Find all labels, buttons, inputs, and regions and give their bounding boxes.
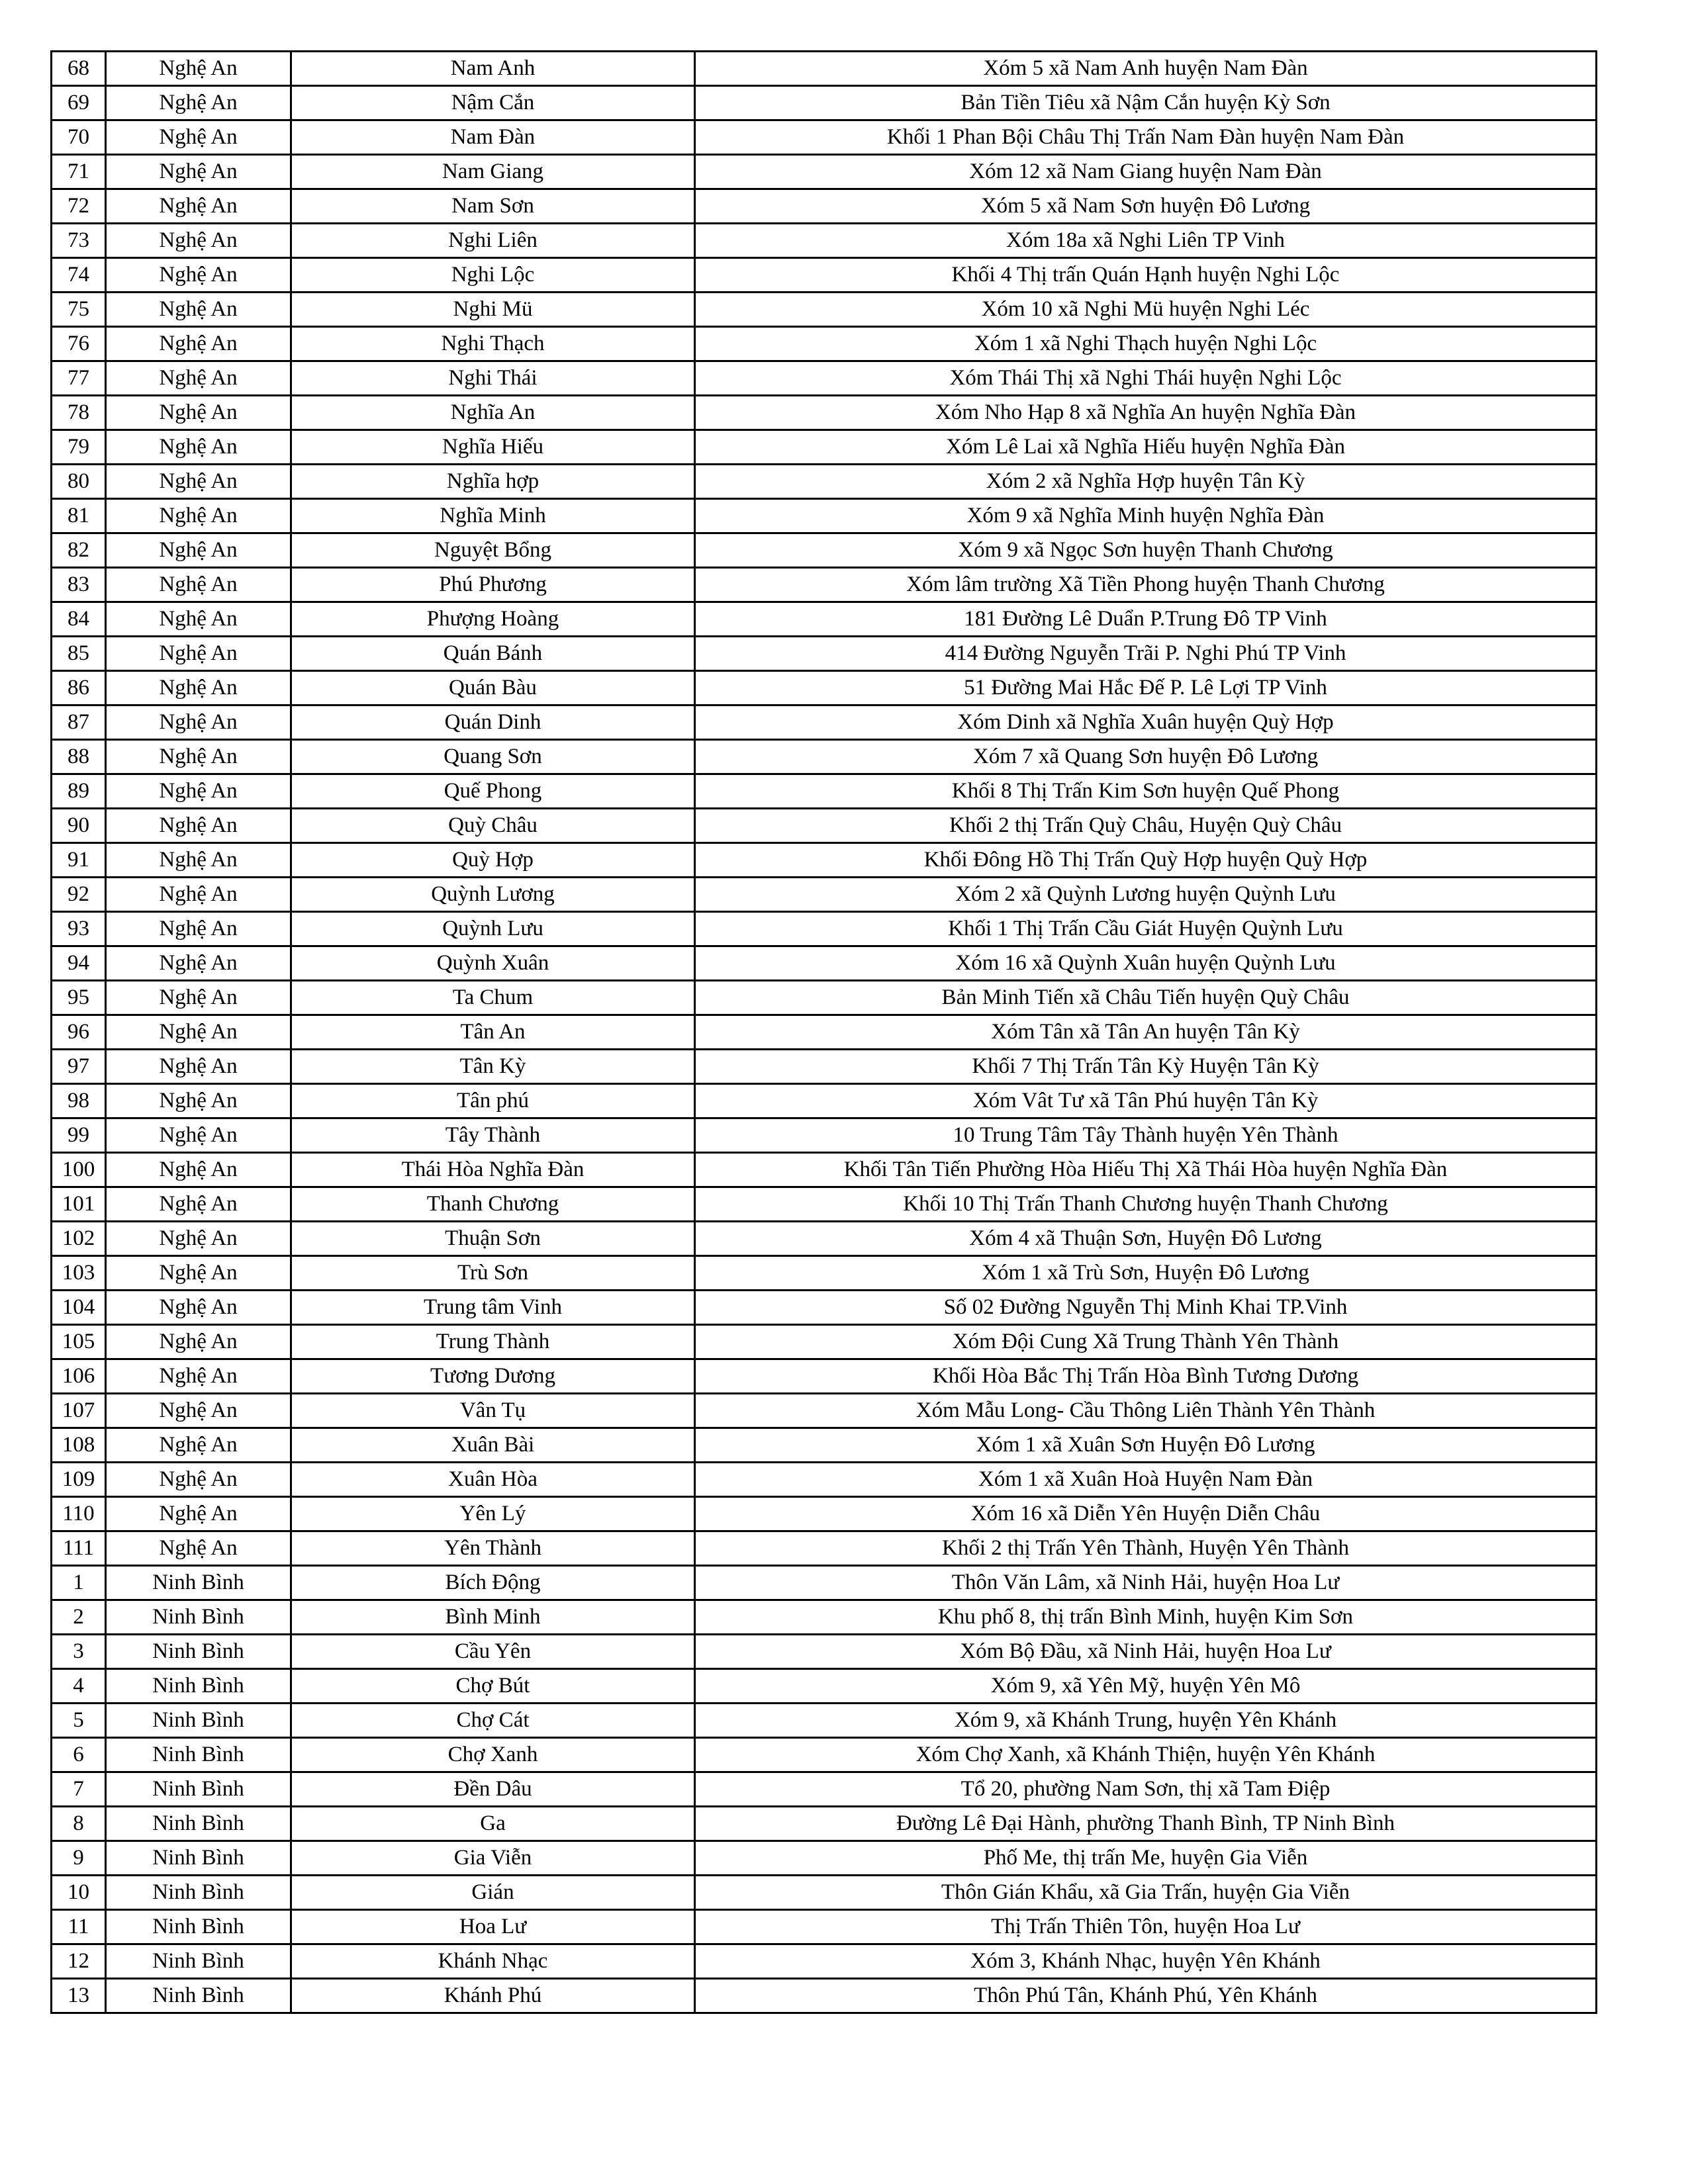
- table-row: [52, 1531, 1597, 1566]
- office-name-cell: Nghĩa Hiếu: [291, 430, 695, 465]
- table-row: [52, 1566, 1597, 1600]
- table-row: [52, 740, 1597, 774]
- table-row: [52, 1738, 1597, 1772]
- row-number-cell: 90: [52, 809, 106, 843]
- address-cell: Xóm 1 xã Nghi Thạch huyện Nghi Lộc: [695, 327, 1597, 361]
- province-cell: Nghệ An: [106, 1187, 291, 1222]
- table-row: [52, 430, 1597, 465]
- province-cell: Nghệ An: [106, 189, 291, 224]
- office-name-cell: Ta Chum: [291, 981, 695, 1015]
- province-cell: Ninh Bình: [106, 1635, 291, 1669]
- address-cell: Phố Me, thị trấn Me, huyện Gia Viễn: [695, 1841, 1597, 1876]
- row-number-cell: 92: [52, 878, 106, 912]
- row-number-cell: 82: [52, 533, 106, 568]
- table-row: [52, 1256, 1597, 1291]
- office-name-cell: Nghi Liên: [291, 224, 695, 258]
- office-name-cell: Xuân Hòa: [291, 1463, 695, 1497]
- office-name-cell: Nguyệt Bổng: [291, 533, 695, 568]
- address-cell: Xóm Bộ Đầu, xã Ninh Hải, huyện Hoa Lư: [695, 1635, 1597, 1669]
- address-cell: Xóm 9, xã Yên Mỹ, huyện Yên Mô: [695, 1669, 1597, 1704]
- row-number-cell: 69: [52, 86, 106, 120]
- table-row: [52, 981, 1597, 1015]
- office-name-cell: Khánh Nhạc: [291, 1944, 695, 1979]
- row-number-cell: 93: [52, 912, 106, 946]
- row-number-cell: 4: [52, 1669, 106, 1704]
- row-number-cell: 86: [52, 671, 106, 705]
- address-cell: Xóm Tân xã Tân An huyện Tân Kỳ: [695, 1015, 1597, 1050]
- row-number-cell: 13: [52, 1979, 106, 2013]
- office-name-cell: Chợ Bút: [291, 1669, 695, 1704]
- province-cell: Nghệ An: [106, 1015, 291, 1050]
- province-cell: Ninh Bình: [106, 1669, 291, 1704]
- table-row: [52, 878, 1597, 912]
- address-cell: Bản Minh Tiến xã Châu Tiến huyện Quỳ Châu: [695, 981, 1597, 1015]
- office-name-cell: Nghi Lộc: [291, 258, 695, 293]
- office-name-cell: Tương Dương: [291, 1359, 695, 1394]
- province-cell: Nghệ An: [106, 1256, 291, 1291]
- address-cell: 51 Đường Mai Hắc Đế P. Lê Lợi TP Vinh: [695, 671, 1597, 705]
- table-row: [52, 637, 1597, 671]
- province-cell: Ninh Bình: [106, 1944, 291, 1979]
- office-name-cell: Quán Bàu: [291, 671, 695, 705]
- office-name-cell: Nam Sơn: [291, 189, 695, 224]
- address-cell: Xóm 18a xã Nghi Liên TP Vinh: [695, 224, 1597, 258]
- table-row: [52, 1841, 1597, 1876]
- province-cell: Ninh Bình: [106, 1600, 291, 1635]
- office-name-cell: Vân Tụ: [291, 1394, 695, 1428]
- address-cell: Tổ 20, phường Nam Sơn, thị xã Tam Điệp: [695, 1772, 1597, 1807]
- address-cell: Khối Đông Hồ Thị Trấn Quỳ Hợp huyện Quỳ Hợp: [695, 843, 1597, 878]
- row-number-cell: 108: [52, 1428, 106, 1463]
- province-cell: Nghệ An: [106, 396, 291, 430]
- address-cell: Bản Tiền Tiêu xã Nậm Cắn huyện Kỳ Sơn: [695, 86, 1597, 120]
- office-name-cell: Nam Giang: [291, 155, 695, 189]
- address-cell: Khối 7 Thị Trấn Tân Kỳ Huyện Tân Kỳ: [695, 1050, 1597, 1084]
- province-cell: Nghệ An: [106, 809, 291, 843]
- office-name-cell: Thái Hòa Nghĩa Đàn: [291, 1153, 695, 1187]
- row-number-cell: 97: [52, 1050, 106, 1084]
- office-name-cell: Nghi Thạch: [291, 327, 695, 361]
- table-row: [52, 1463, 1597, 1497]
- row-number-cell: 8: [52, 1807, 106, 1841]
- address-cell: Khối 10 Thị Trấn Thanh Chương huyện Thanh Chương: [695, 1187, 1597, 1222]
- office-name-cell: Nghi Thái: [291, 361, 695, 396]
- row-number-cell: 76: [52, 327, 106, 361]
- table-row: [52, 671, 1597, 705]
- province-cell: Nghệ An: [106, 327, 291, 361]
- address-cell: Xóm 16 xã Diễn Yên Huyện Diễn Châu: [695, 1497, 1597, 1531]
- table-row: [52, 1153, 1597, 1187]
- office-name-cell: Trung tâm Vinh: [291, 1291, 695, 1325]
- office-name-cell: Xuân Bài: [291, 1428, 695, 1463]
- office-name-cell: Khánh Phú: [291, 1979, 695, 2013]
- address-cell: Thôn Gián Khẩu, xã Gia Trấn, huyện Gia Viễn: [695, 1876, 1597, 1910]
- office-name-cell: Nghĩa Minh: [291, 499, 695, 533]
- row-number-cell: 79: [52, 430, 106, 465]
- office-name-cell: Gia Viễn: [291, 1841, 695, 1876]
- table-row: [52, 1635, 1597, 1669]
- address-cell: 10 Trung Tâm Tây Thành huyện Yên Thành: [695, 1118, 1597, 1153]
- province-cell: Nghệ An: [106, 1153, 291, 1187]
- row-number-cell: 72: [52, 189, 106, 224]
- row-number-cell: 107: [52, 1394, 106, 1428]
- office-name-cell: Phú Phương: [291, 568, 695, 602]
- table-row: [52, 912, 1597, 946]
- table-row: [52, 809, 1597, 843]
- address-cell: Xóm 4 xã Thuận Sơn, Huyện Đô Lương: [695, 1222, 1597, 1256]
- row-number-cell: 2: [52, 1600, 106, 1635]
- table-row: [52, 533, 1597, 568]
- row-number-cell: 104: [52, 1291, 106, 1325]
- table-row: [52, 465, 1597, 499]
- row-number-cell: 10: [52, 1876, 106, 1910]
- table-row: [52, 189, 1597, 224]
- address-cell: 414 Đường Nguyễn Trãi P. Nghi Phú TP Vinh: [695, 637, 1597, 671]
- address-cell: Xóm 2 xã Nghĩa Hợp huyện Tân Kỳ: [695, 465, 1597, 499]
- address-cell: Xóm 1 xã Xuân Sơn Huyện Đô Lương: [695, 1428, 1597, 1463]
- province-cell: Nghệ An: [106, 1531, 291, 1566]
- table-row: [52, 396, 1597, 430]
- address-cell: Xóm Chợ Xanh, xã Khánh Thiện, huyện Yên Khánh: [695, 1738, 1597, 1772]
- table-row: [52, 258, 1597, 293]
- province-cell: Nghệ An: [106, 705, 291, 740]
- row-number-cell: 81: [52, 499, 106, 533]
- table-row: [52, 361, 1597, 396]
- row-number-cell: 11: [52, 1910, 106, 1944]
- table-row: [52, 1015, 1597, 1050]
- office-name-cell: Thanh Chương: [291, 1187, 695, 1222]
- province-cell: Nghệ An: [106, 740, 291, 774]
- table-row: [52, 1807, 1597, 1841]
- address-cell: 181 Đường Lê Duẩn P.Trung Đô TP Vinh: [695, 602, 1597, 637]
- address-cell: Xóm 2 xã Quỳnh Lương huyện Quỳnh Lưu: [695, 878, 1597, 912]
- row-number-cell: 102: [52, 1222, 106, 1256]
- province-cell: Nghệ An: [106, 533, 291, 568]
- province-cell: Nghệ An: [106, 1359, 291, 1394]
- province-cell: Ninh Bình: [106, 1979, 291, 2013]
- province-cell: Nghệ An: [106, 499, 291, 533]
- province-cell: Ninh Bình: [106, 1807, 291, 1841]
- post-office-table: [50, 50, 1597, 2014]
- row-number-cell: 5: [52, 1704, 106, 1738]
- province-cell: Nghệ An: [106, 52, 291, 86]
- province-cell: Nghệ An: [106, 86, 291, 120]
- row-number-cell: 99: [52, 1118, 106, 1153]
- table-row: [52, 499, 1597, 533]
- table-row: [52, 52, 1597, 86]
- province-cell: Nghệ An: [106, 912, 291, 946]
- address-cell: Xóm Nho Hạp 8 xã Nghĩa An huyện Nghĩa Đàn: [695, 396, 1597, 430]
- row-number-cell: 94: [52, 946, 106, 981]
- row-number-cell: 95: [52, 981, 106, 1015]
- row-number-cell: 96: [52, 1015, 106, 1050]
- row-number-cell: 70: [52, 120, 106, 155]
- address-cell: Xóm Thái Thị xã Nghi Thái huyện Nghi Lộc: [695, 361, 1597, 396]
- office-name-cell: Thuận Sơn: [291, 1222, 695, 1256]
- table-row: [52, 1084, 1597, 1118]
- office-name-cell: Gián: [291, 1876, 695, 1910]
- table-row: [52, 774, 1597, 809]
- address-cell: Khối 2 thị Trấn Yên Thành, Huyện Yên Thành: [695, 1531, 1597, 1566]
- address-cell: Khu phố 8, thị trấn Bình Minh, huyện Kim Sơn: [695, 1600, 1597, 1635]
- province-cell: Nghệ An: [106, 1084, 291, 1118]
- table-row: [52, 1669, 1597, 1704]
- row-number-cell: 89: [52, 774, 106, 809]
- office-name-cell: Quán Bánh: [291, 637, 695, 671]
- province-cell: Nghệ An: [106, 981, 291, 1015]
- address-cell: Xóm Dinh xã Nghĩa Xuân huyện Quỳ Hợp: [695, 705, 1597, 740]
- table-row: [52, 327, 1597, 361]
- document-page: [50, 50, 1595, 2014]
- office-name-cell: Quế Phong: [291, 774, 695, 809]
- table-row: [52, 155, 1597, 189]
- province-cell: Ninh Bình: [106, 1566, 291, 1600]
- row-number-cell: 78: [52, 396, 106, 430]
- province-cell: Ninh Bình: [106, 1772, 291, 1807]
- row-number-cell: 9: [52, 1841, 106, 1876]
- address-cell: Xóm Lê Lai xã Nghĩa Hiếu huyện Nghĩa Đàn: [695, 430, 1597, 465]
- office-name-cell: Bích Động: [291, 1566, 695, 1600]
- address-cell: Đường Lê Đại Hành, phường Thanh Bình, TP Ninh Bình: [695, 1807, 1597, 1841]
- province-cell: Nghệ An: [106, 361, 291, 396]
- province-cell: Ninh Bình: [106, 1910, 291, 1944]
- address-cell: Khối Hòa Bắc Thị Trấn Hòa Bình Tương Dương: [695, 1359, 1597, 1394]
- address-cell: Xóm Mẫu Long- Cầu Thông Liên Thành Yên Thành: [695, 1394, 1597, 1428]
- address-cell: Xóm 3, Khánh Nhạc, huyện Yên Khánh: [695, 1944, 1597, 1979]
- office-name-cell: Nam Anh: [291, 52, 695, 86]
- province-cell: Ninh Bình: [106, 1876, 291, 1910]
- table-row: [52, 293, 1597, 327]
- address-cell: Xóm 5 xã Nam Anh huyện Nam Đàn: [695, 52, 1597, 86]
- address-cell: Thôn Phú Tân, Khánh Phú, Yên Khánh: [695, 1979, 1597, 2013]
- office-name-cell: Chợ Xanh: [291, 1738, 695, 1772]
- address-cell: Xóm 9 xã Ngọc Sơn huyện Thanh Chương: [695, 533, 1597, 568]
- table-row: [52, 843, 1597, 878]
- address-cell: Xóm Đội Cung Xã Trung Thành Yên Thành: [695, 1325, 1597, 1359]
- office-name-cell: Quỳnh Xuân: [291, 946, 695, 981]
- province-cell: Nghệ An: [106, 1222, 291, 1256]
- table-row: [52, 1772, 1597, 1807]
- office-name-cell: Bình Minh: [291, 1600, 695, 1635]
- row-number-cell: 84: [52, 602, 106, 637]
- row-number-cell: 12: [52, 1944, 106, 1979]
- province-cell: Nghệ An: [106, 602, 291, 637]
- address-cell: Số 02 Đường Nguyễn Thị Minh Khai TP.Vinh: [695, 1291, 1597, 1325]
- province-cell: Nghệ An: [106, 430, 291, 465]
- row-number-cell: 7: [52, 1772, 106, 1807]
- province-cell: Nghệ An: [106, 1325, 291, 1359]
- address-cell: Xóm Vât Tư xã Tân Phú huyện Tân Kỳ: [695, 1084, 1597, 1118]
- row-number-cell: 110: [52, 1497, 106, 1531]
- row-number-cell: 101: [52, 1187, 106, 1222]
- row-number-cell: 73: [52, 224, 106, 258]
- office-name-cell: Quỳnh Lưu: [291, 912, 695, 946]
- address-cell: Xóm 9, xã Khánh Trung, huyện Yên Khánh: [695, 1704, 1597, 1738]
- table-row: [52, 224, 1597, 258]
- province-cell: Nghệ An: [106, 774, 291, 809]
- office-name-cell: Quỳ Châu: [291, 809, 695, 843]
- table-row: [52, 1222, 1597, 1256]
- row-number-cell: 1: [52, 1566, 106, 1600]
- address-cell: Thị Trấn Thiên Tôn, huyện Hoa Lư: [695, 1910, 1597, 1944]
- office-name-cell: Cầu Yên: [291, 1635, 695, 1669]
- address-cell: Xóm 12 xã Nam Giang huyện Nam Đàn: [695, 155, 1597, 189]
- row-number-cell: 87: [52, 705, 106, 740]
- address-cell: Khối 4 Thị trấn Quán Hạnh huyện Nghi Lộc: [695, 258, 1597, 293]
- province-cell: Ninh Bình: [106, 1841, 291, 1876]
- table-row: [52, 86, 1597, 120]
- office-name-cell: Chợ Cát: [291, 1704, 695, 1738]
- row-number-cell: 85: [52, 637, 106, 671]
- office-name-cell: Nam Đàn: [291, 120, 695, 155]
- address-cell: Khối 1 Thị Trấn Cầu Giát Huyện Quỳnh Lưu: [695, 912, 1597, 946]
- province-cell: Nghệ An: [106, 1050, 291, 1084]
- row-number-cell: 105: [52, 1325, 106, 1359]
- office-name-cell: Phượng Hoàng: [291, 602, 695, 637]
- row-number-cell: 100: [52, 1153, 106, 1187]
- province-cell: Nghệ An: [106, 155, 291, 189]
- address-cell: Xóm 16 xã Quỳnh Xuân huyện Quỳnh Lưu: [695, 946, 1597, 981]
- row-number-cell: 6: [52, 1738, 106, 1772]
- row-number-cell: 80: [52, 465, 106, 499]
- province-cell: Nghệ An: [106, 465, 291, 499]
- table-row: [52, 1910, 1597, 1944]
- province-cell: Nghệ An: [106, 568, 291, 602]
- office-name-cell: Hoa Lư: [291, 1910, 695, 1944]
- table-row: [52, 120, 1597, 155]
- office-name-cell: Yên Thành: [291, 1531, 695, 1566]
- address-cell: Xóm 1 xã Xuân Hoà Huyện Nam Đàn: [695, 1463, 1597, 1497]
- table-row: [52, 1497, 1597, 1531]
- address-cell: Xóm 9 xã Nghĩa Minh huyện Nghĩa Đàn: [695, 499, 1597, 533]
- row-number-cell: 91: [52, 843, 106, 878]
- province-cell: Nghệ An: [106, 1428, 291, 1463]
- office-name-cell: Nậm Cắn: [291, 86, 695, 120]
- province-cell: Nghệ An: [106, 1394, 291, 1428]
- table-row: [52, 1428, 1597, 1463]
- office-name-cell: Tân Kỳ: [291, 1050, 695, 1084]
- province-cell: Ninh Bình: [106, 1704, 291, 1738]
- row-number-cell: 98: [52, 1084, 106, 1118]
- office-name-cell: Trung Thành: [291, 1325, 695, 1359]
- office-name-cell: Tân phú: [291, 1084, 695, 1118]
- table-body: [52, 52, 1597, 2013]
- province-cell: Nghệ An: [106, 1463, 291, 1497]
- province-cell: Nghệ An: [106, 637, 291, 671]
- address-cell: Khối Tân Tiến Phường Hòa Hiếu Thị Xã Thái Hòa huyện Nghĩa Đàn: [695, 1153, 1597, 1187]
- table-row: [52, 1359, 1597, 1394]
- row-number-cell: 68: [52, 52, 106, 86]
- address-cell: Xóm lâm trường Xã Tiền Phong huyện Thanh Chương: [695, 568, 1597, 602]
- table-row: [52, 946, 1597, 981]
- office-name-cell: Tây Thành: [291, 1118, 695, 1153]
- province-cell: Nghệ An: [106, 293, 291, 327]
- table-row: [52, 1876, 1597, 1910]
- province-cell: Nghệ An: [106, 878, 291, 912]
- province-cell: Nghệ An: [106, 258, 291, 293]
- table-row: [52, 705, 1597, 740]
- address-cell: Khối 2 thị Trấn Quỳ Châu, Huyện Quỳ Châu: [695, 809, 1597, 843]
- table-row: [52, 1325, 1597, 1359]
- row-number-cell: 83: [52, 568, 106, 602]
- row-number-cell: 111: [52, 1531, 106, 1566]
- table-row: [52, 602, 1597, 637]
- office-name-cell: Quán Dinh: [291, 705, 695, 740]
- address-cell: Xóm 1 xã Trù Sơn, Huyện Đô Lương: [695, 1256, 1597, 1291]
- table-row: [52, 1291, 1597, 1325]
- table-row: [52, 1704, 1597, 1738]
- province-cell: Nghệ An: [106, 843, 291, 878]
- table-row: [52, 1600, 1597, 1635]
- province-cell: Nghệ An: [106, 1118, 291, 1153]
- office-name-cell: Nghĩa hợp: [291, 465, 695, 499]
- office-name-cell: Nghĩa An: [291, 396, 695, 430]
- row-number-cell: 3: [52, 1635, 106, 1669]
- province-cell: Nghệ An: [106, 1497, 291, 1531]
- province-cell: Ninh Bình: [106, 1738, 291, 1772]
- office-name-cell: Nghi Mü: [291, 293, 695, 327]
- office-name-cell: Trù Sơn: [291, 1256, 695, 1291]
- row-number-cell: 74: [52, 258, 106, 293]
- row-number-cell: 106: [52, 1359, 106, 1394]
- province-cell: Nghệ An: [106, 224, 291, 258]
- province-cell: Nghệ An: [106, 1291, 291, 1325]
- office-name-cell: Quang Sơn: [291, 740, 695, 774]
- address-cell: Xóm 10 xã Nghi Mü huyện Nghi Léc: [695, 293, 1597, 327]
- row-number-cell: 75: [52, 293, 106, 327]
- office-name-cell: Ga: [291, 1807, 695, 1841]
- office-name-cell: Tân An: [291, 1015, 695, 1050]
- office-name-cell: Quỳnh Lương: [291, 878, 695, 912]
- address-cell: Xóm 5 xã Nam Sơn huyện Đô Lương: [695, 189, 1597, 224]
- address-cell: Xóm 7 xã Quang Sơn huyện Đô Lương: [695, 740, 1597, 774]
- row-number-cell: 103: [52, 1256, 106, 1291]
- office-name-cell: Đền Dâu: [291, 1772, 695, 1807]
- table-row: [52, 568, 1597, 602]
- table-row: [52, 1979, 1597, 2013]
- row-number-cell: 77: [52, 361, 106, 396]
- row-number-cell: 109: [52, 1463, 106, 1497]
- row-number-cell: 71: [52, 155, 106, 189]
- table-row: [52, 1944, 1597, 1979]
- province-cell: Nghệ An: [106, 946, 291, 981]
- province-cell: Nghệ An: [106, 120, 291, 155]
- office-name-cell: Yên Lý: [291, 1497, 695, 1531]
- office-name-cell: Quỳ Hợp: [291, 843, 695, 878]
- address-cell: Thôn Văn Lâm, xã Ninh Hải, huyện Hoa Lư: [695, 1566, 1597, 1600]
- table-row: [52, 1118, 1597, 1153]
- address-cell: Khối 8 Thị Trấn Kim Sơn huyện Quế Phong: [695, 774, 1597, 809]
- province-cell: Nghệ An: [106, 671, 291, 705]
- table-row: [52, 1187, 1597, 1222]
- table-row: [52, 1394, 1597, 1428]
- table-row: [52, 1050, 1597, 1084]
- row-number-cell: 88: [52, 740, 106, 774]
- address-cell: Khối 1 Phan Bội Châu Thị Trấn Nam Đàn huyện Nam Đàn: [695, 120, 1597, 155]
